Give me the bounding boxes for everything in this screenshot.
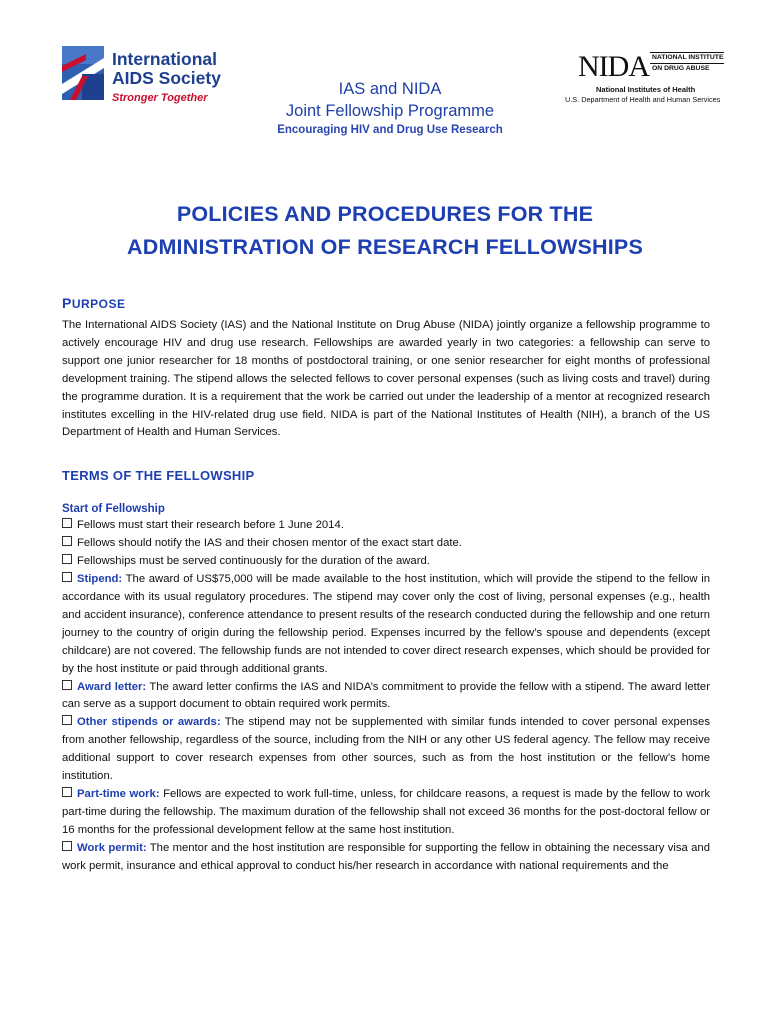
nida-box-line2: ON DRUG ABUSE — [650, 63, 724, 74]
work-permit-item — [62, 840, 710, 876]
nida-hhs: U.S. Department of Health and Human Services — [565, 95, 721, 104]
checkbox-icon — [62, 518, 72, 528]
document-body — [62, 295, 710, 875]
checkbox-icon — [62, 787, 72, 797]
start-bullet: Fellowships must be served continuously for the duration of the award. — [62, 553, 710, 571]
stipend-text: The award of US$75,000 will be made available to the host institution, which will provide the stipend to the fellow in accordance with its usual regulatory procedures. The stipend may cover only the cost of living, personal expenses (e.g., health and accident insurance), conference attendance to present results of the research conducted during the fellowship and one return journey to the country of origin during the fellowship period. Expenses incurred by the fellow’s spouse and dependents (except childcare) are not covered. The fellowship funds are not intended to cover direct research expenses, which should be provided for by the host institute or paid through additional grants. — [62, 573, 710, 675]
checkbox-icon — [62, 572, 72, 582]
work-permit-lead: Work permit: — [77, 841, 147, 854]
purpose-heading-first: P — [62, 295, 72, 311]
start-heading: Start of Fellowship — [62, 503, 165, 516]
ias-tagline: Stronger Together — [112, 92, 208, 104]
part-time-lead: Part-time work: — [77, 787, 160, 800]
nida-nih: National Institutes of Health — [596, 85, 696, 94]
purpose-text: The International AIDS Society (IAS) and the National Institute on Drug Abuse (NIDA) jointly organize a fellowship programme to actively encourage HIV and drug use research. Fellowships are awarded yearly in two categories: a fellowship can serve to support one junior researcher for 18 months of postdoctoral training, or one senior researcher for eight months of professional development training. The stipend allows the selected fellows to cover personal expenses (such as living costs and travel) during the programme duration. It is a requirement that the work be carried out under the leadership of a mentor at recognized research institutes excelling in the HIV-related drug use field. NIDA is part of the National Institutes of Health (NIH), a branch of the US Department of Health and Human Services. — [62, 319, 710, 439]
page-title — [0, 198, 770, 264]
other-stipends-lead: Other stipends or awards: — [77, 716, 221, 729]
page-title-line1: POLICIES AND PROCEDURES FOR THE — [176, 202, 594, 226]
award-letter-item — [62, 679, 710, 715]
part-time-item — [62, 786, 710, 840]
page-title-line2: ADMINISTRATION OF RESEARCH FELLOWSHIPS — [126, 235, 644, 259]
nida-box-line1: NATIONAL INSTITUTE — [652, 54, 724, 61]
checkbox-icon — [62, 536, 72, 546]
checkbox-icon — [62, 680, 72, 690]
ias-name-line2: AIDS Society — [112, 68, 221, 88]
nida-box — [650, 52, 724, 74]
award-letter-lead: Award letter: — [77, 680, 147, 693]
checkbox-icon — [62, 554, 72, 564]
programme-line1: IAS and NIDA — [338, 80, 442, 98]
checkbox-icon — [62, 841, 72, 851]
other-stipends-item — [62, 714, 710, 786]
work-permit-text: The mentor and the host institution are responsible for supporting the fellow in obtaining the necessary visa and work permit, insurance and ethical approval to conduct his/her research in accordance with national requirements and the — [62, 841, 710, 872]
purpose-heading — [62, 295, 710, 311]
nida-logo — [562, 50, 737, 106]
programme-line2: Joint Fellowship Programme — [285, 102, 495, 120]
stipend-lead: Stipend: — [77, 573, 123, 586]
part-time-text: Fellows are expected to work full-time, unless, for childcare reasons, a request is made by the fellow to work part-time during the fellowship. The maximum duration of the fellowship shall not exceed 36 months for the post-doctoral fellow or 16 months for the professional development fellow at the same host institution. — [62, 787, 711, 836]
purpose-heading-rest: URPOSE — [71, 297, 126, 311]
award-letter-text: The award letter confirms the IAS and NIDA’s commitment to provide the fellow with a stipend. The award letter can serve as a support document to obtain required work permits. — [62, 680, 710, 711]
ias-name-line1: International — [112, 49, 218, 69]
other-stipends-text: The stipend may not be supplemented with similar funds intended to cover personal expenses from another fellowship, regardless of the source, including from the NIH or any other US federal agency. The fellow may receive additional support to cover research expenses from other sources, such as from the host institution or the fellow’s home institution. — [62, 716, 710, 783]
programme-line3: Encouraging HIV and Drug Use Research — [277, 124, 503, 136]
checkbox-icon — [62, 715, 72, 725]
ias-logo-mark-icon — [62, 46, 104, 100]
nida-wordmark: NIDA — [578, 50, 649, 83]
stipend-item — [62, 571, 710, 678]
terms-heading: TERMS OF THE FELLOWSHIP — [62, 468, 255, 484]
start-section — [62, 503, 710, 571]
start-bullet: Fellows should notify the IAS and their chosen mentor of the exact start date. — [62, 535, 710, 553]
start-bullet: Fellows must start their research before 1 June 2014. — [62, 517, 710, 535]
